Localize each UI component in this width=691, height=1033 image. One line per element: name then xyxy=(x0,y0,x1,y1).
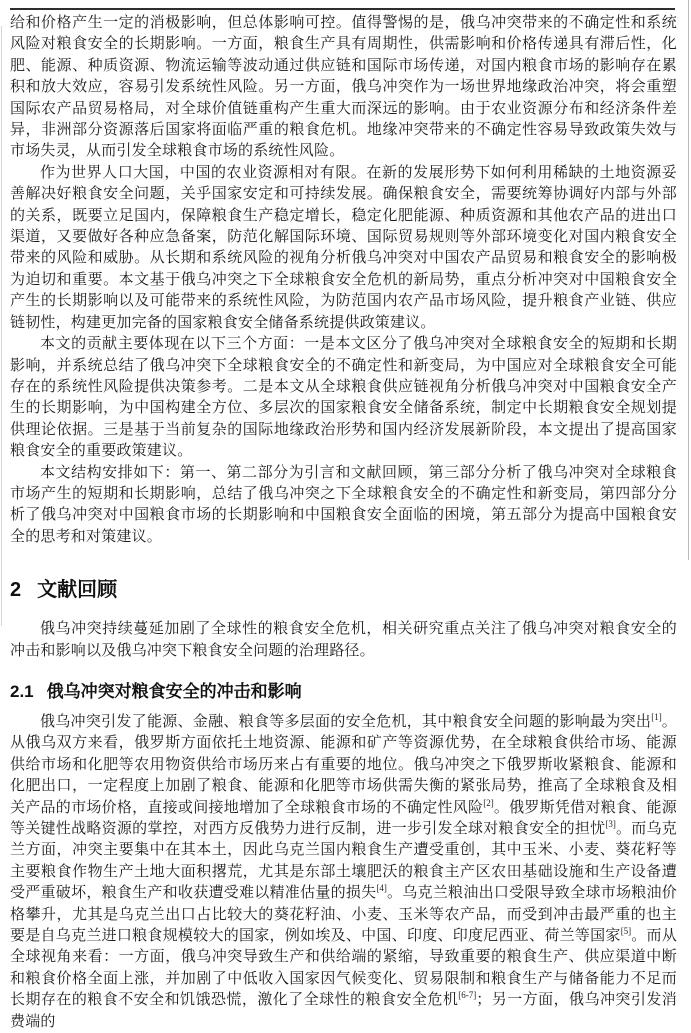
paragraph-text: 。而从全球视角来看：一方面，俄乌冲突导致生产和供给端的紧缩，导致重要的粮食生产、供应渠道中断和粮食价格全面上涨，并加剧了中低收入国家因气候变化、贸易限制和粮食生产与储备能力不足而长期存在的粮食不安全和饥饿恐慌，激化了全球性的粮食安全危机 xyxy=(10,928,677,1009)
paragraph-text: 。俄罗斯凭借对粮食、能源等关键性战略资源的掌控，对西方反俄势力进行反制，进一步引发全球对粮食安全的担忧 xyxy=(10,799,677,837)
heading-title: 文献回顾 xyxy=(37,579,118,602)
paragraph xyxy=(10,13,677,163)
citation-ref: [6-7] xyxy=(458,990,477,1001)
heading-title: 俄乌冲突对粮食安全的冲击和影响 xyxy=(46,681,302,701)
article-body xyxy=(10,13,677,1033)
paragraph-text: 俄乌冲突引发了能源、金融、粮食等多层面的安全危机，其中粮食安全问题的影响最为突出 xyxy=(40,713,652,730)
citation-ref: [2] xyxy=(483,797,494,808)
paragraph-text: 作为世界人口大国，中国的农业资源相对有限。在新的发展形势下如何利用稀缺的土地资源妥善解决好粮食安全问题，关乎国家安定和可持续发展。确保粮食安全，需要统筹协调好内部与外部的关系，既要立足国内，保障粮食生产稳定增长，稳定化肥能源、种质资源和其他农产品的进出口渠道，又要做好各种应急备案，防范化解国际环境、国际贸易规则等外部环境变化对国内粮食安全带来的风险和威胁。从长期和系统风险的视角分析俄乌冲突对中国农产品贸易和粮食安全的影响极为迫切和重要。本文基于俄乌冲突之下全球粮食安全危机的新局势，重点分析冲突对中国粮食安全产生的长期影响以及可能带来的系统性风险，为防范国内农产品市场风险，提升粮食产业链、供应链韧性，构建更加完备的国家粮食安全储备系统提供政策建议。 xyxy=(10,164,677,331)
heading-number: 2 xyxy=(10,579,22,602)
paragraph-text: 。从俄乌双方来看，俄罗斯方面依托土地资源、能源和矿产等资源优势，在全球粮食供给市场、能源供给市场和化肥等农用物资供给市场历来占有重要的地位。俄乌冲突之下俄罗斯收紧粮食、能源和化肥出口，一定程度上加剧了粮食、能源和化肥等市场供需失衡的紧张局势，推高了全球粮食及相关产品的市场价格，直接或间接地增加了全球粮食市场的不确定性风险 xyxy=(10,713,677,816)
paragraph xyxy=(10,712,677,1033)
citation-ref: [4] xyxy=(376,883,387,894)
citation-ref: [3] xyxy=(605,819,616,829)
citation-ref: [1] xyxy=(651,711,662,722)
paragraph xyxy=(10,619,677,662)
paragraph-text: 本文的贡献主要体现在以下三个方面：一是本文区分了俄乌冲突对全球粮食安全的短期和长期影响，并系统总结了俄乌冲突下全球粮食安全的不确定性和新变局，为中国应对全球粮食安全可能存在的系统性风险提供决策参考。二是本文从全球粮食供应链视角分析俄乌冲突对中国粮食安全产生的长期影响，为中国构建全方位、多层次的国家粮食安全储备系统，制定中长期粮食安全规划提供理论依据。三是基于当前复杂的国际地缘政治形势和国内经济发展新阶段，本文提出了提高国家粮食安全的重要政策建议。 xyxy=(10,336,677,460)
paragraph-text: 本文结构安排如下：第一、第二部分为引言和文献回顾，第三部分分析了俄乌冲突对全球粮食市场产生的短期和长期影响，总结了俄乌冲突之下全球粮食安全的不确定性和新变局，第四部分分析了俄乌冲突对中国粮食市场的长期影响和中国粮食安全面临的困境，第五部分为提高中国粮食安全的思考和对策建议。 xyxy=(10,464,677,545)
subsection-heading xyxy=(10,677,677,702)
paragraph-text: 。而乌克兰方面，冲突主要集中在其本土，因此乌克兰国内粮食生产遭受重创，其中玉米、小麦、葵花籽等主要粮食作物生产土地大面积撂荒，尤其是东部土壤肥沃的粮食主产区农田基础设施和生产设备遭受严重破坏，粮食生产和收获遭受难以精准估量的损失 xyxy=(10,821,677,902)
section-heading xyxy=(10,573,677,602)
citation-ref: [5] xyxy=(620,926,632,937)
paragraph-text: 。乌克兰粮油出口受限导致全球市场粮油价格攀升，尤其是乌克兰出口占比较大的葵花籽油、小麦、玉米等农产品，而受到冲击最严重的也主要是自乌克兰进口粮食规模较大的国家，例如埃及、中国、印度、印度尼西亚、荷兰等国家 xyxy=(10,885,677,945)
paragraph-text: 俄乌冲突持续蔓延加剧了全球性的粮食安全危机，相关研究重点关注了俄乌冲突对粮食安全的冲击和影响以及俄乌冲突下粮食安全问题的治理路径。 xyxy=(10,621,677,659)
paragraph-text: 给和价格产生一定的消极影响，但总体影响可控。值得警惕的是，俄乌冲突带来的不确定性和系统风险对粮食安全的长期影响。一方面，粮食生产具有周期性，供需影响和价格传递具有滞后性，化肥、能源、种质资源、物流运输等波动通过供应链和国际市场传递，对国内粮食市场的影响存在累积和放大效应，容易引发系统性风险。另一方面，俄乌冲突作为一场世界地缘政治冲突，将会重塑国际农产品贸易格局，对全球价值链重构产生重大而深远的影响。由于农业资源分布和经济条件差异，非洲部分资源落后国家将面临严重的粮食危机。地缘冲突带来的不确定性容易导致政策失效与市场失灵，从而引发全球粮食市场的系统性风险。 xyxy=(10,15,677,160)
paragraph xyxy=(10,463,677,549)
paragraph xyxy=(10,163,677,334)
paragraph xyxy=(10,334,677,462)
heading-number: 2.1 xyxy=(10,681,34,701)
paragraph-text: ；另一方面，俄乌冲突引发消费端的 xyxy=(10,992,677,1030)
